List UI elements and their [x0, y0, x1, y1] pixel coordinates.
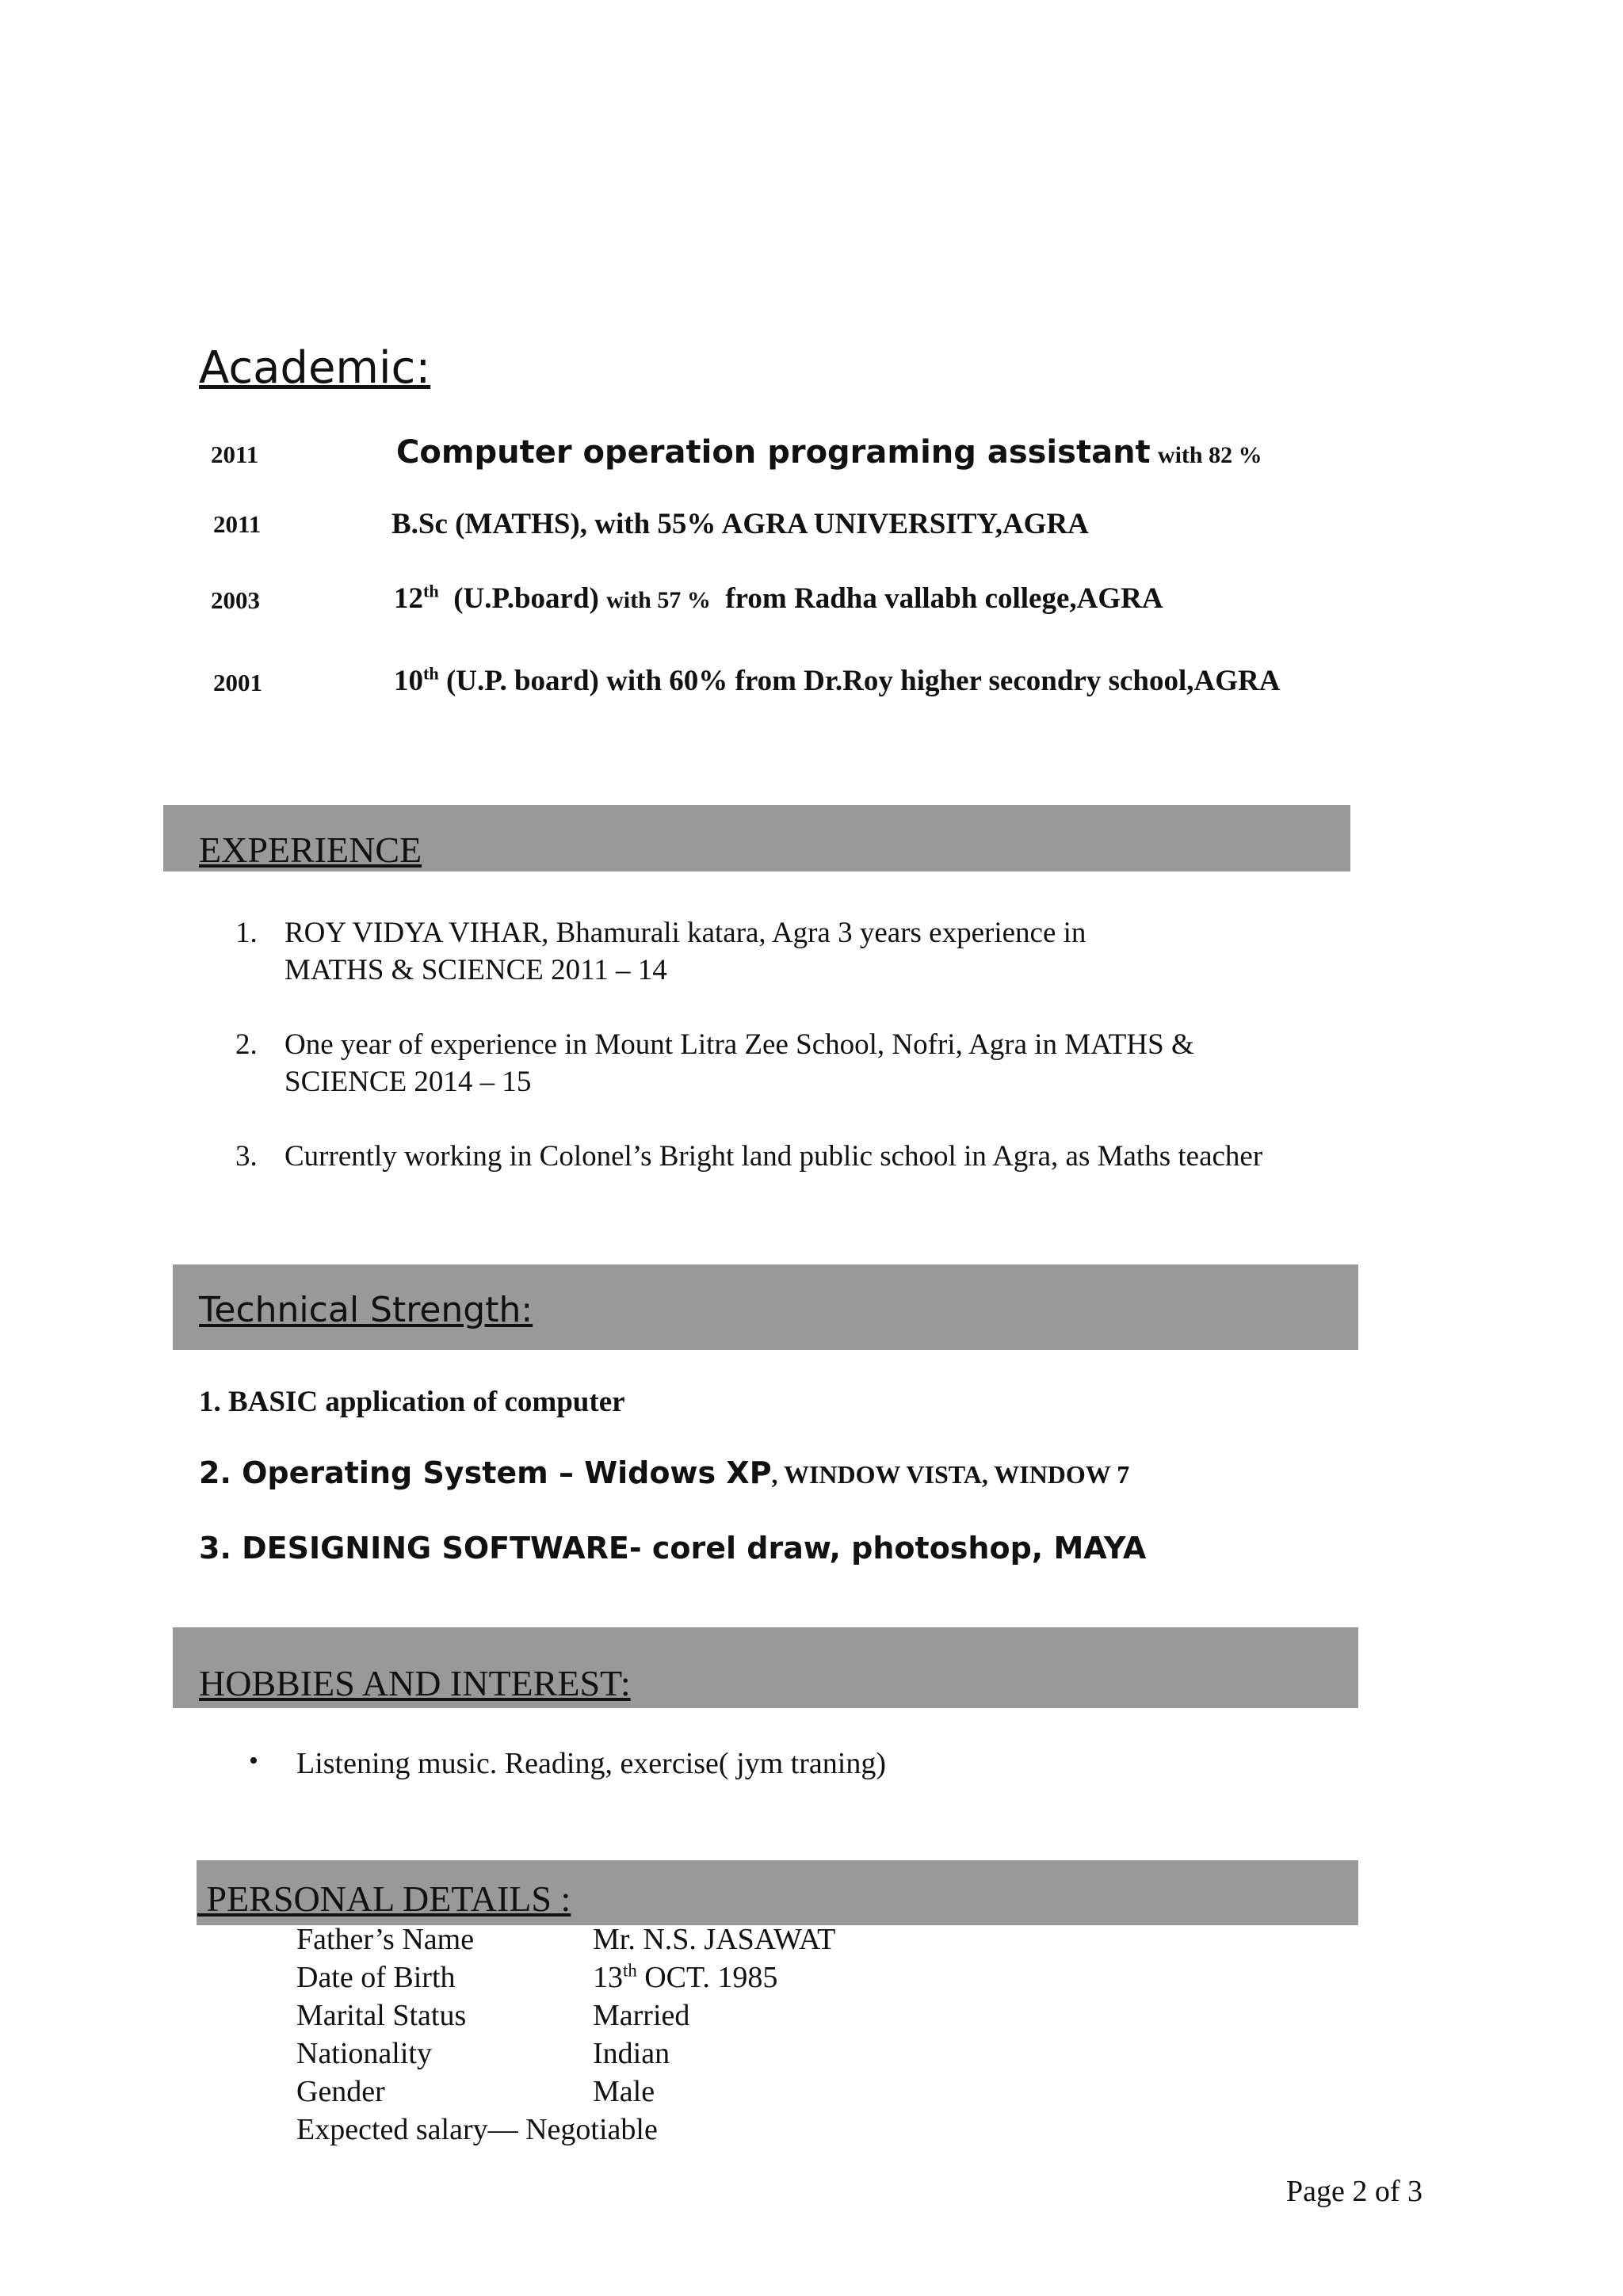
- technical-item-2-rest: , WINDOW VISTA, WINDOW 7: [771, 1460, 1130, 1489]
- experience-item-3: [285, 1138, 1262, 1175]
- academic-entry-1-main: Computer operation programing assistant: [396, 434, 1151, 471]
- hobbies-title: HOBBIES AND INTEREST:: [199, 1663, 631, 1703]
- academic-entry-3-sup: th: [423, 581, 439, 601]
- technical-item-3: 3. DESIGNING SOFTWARE- corel draw, photoshop, MAYA: [199, 1531, 1147, 1566]
- academic-entry-3-num: 12: [394, 582, 423, 615]
- hobbies-item: Listening music. Reading, exercise( jym traning): [296, 1747, 886, 1780]
- experience-item-2: [285, 1026, 1194, 1100]
- personal-title: PERSONAL DETAILS :: [197, 1878, 571, 1919]
- experience-item-1: [285, 914, 1086, 989]
- academic-entry-4-sup: th: [423, 663, 439, 684]
- dob-sup: th: [623, 1960, 637, 1981]
- academic-entry-3-a: (U.P.board): [453, 582, 599, 615]
- technical-title: Technical Strength:: [199, 1290, 533, 1330]
- marital-value: Married: [593, 1999, 690, 2032]
- nationality-label: Nationality: [296, 2037, 432, 2070]
- academic-entry-3-b: with 57 %: [606, 587, 711, 613]
- expected-salary: Expected salary— Negotiable: [296, 2113, 658, 2146]
- dob-label: Date of Birth: [296, 1961, 456, 1994]
- gender-label: Gender: [296, 2075, 385, 2108]
- academic-entry-4: [394, 664, 1280, 698]
- dob-day: 13: [593, 1961, 623, 1994]
- nationality-value: Indian: [593, 2037, 670, 2070]
- dob-value: [593, 1960, 777, 1995]
- experience-item-3-num: 3.: [235, 1140, 258, 1173]
- academic-year-1: 2011: [211, 441, 259, 468]
- hobbies-bullet: •: [249, 1746, 258, 1775]
- experience-title: EXPERIENCE: [199, 830, 422, 870]
- academic-year-4: 2001: [213, 669, 262, 696]
- experience-item-2-line1: One year of experience in Mount Litra Zee School, Nofri, Agra in MATHS &: [285, 1028, 1194, 1061]
- academic-entry-3: [394, 582, 1163, 616]
- academic-entry-3-c: from Radha vallabh college,AGRA: [725, 582, 1163, 615]
- marital-label: Marital Status: [296, 1999, 467, 2032]
- experience-item-1-line1: ROY VIDYA VIHAR, Bhamurali katara, Agra 3 years experience in: [285, 917, 1086, 949]
- academic-entry-1: [396, 434, 1262, 471]
- technical-item-2-main: 2. Operating System – Widows XP: [199, 1455, 772, 1490]
- dob-rest: OCT. 1985: [636, 1961, 778, 1994]
- academic-entry-2: B.Sc (MATHS), with 55% AGRA UNIVERSITY,AGRA: [391, 508, 1089, 540]
- academic-year-2: 2011: [213, 510, 262, 538]
- experience-item-1-num: 1.: [235, 917, 258, 949]
- technical-item-1: 1. BASIC application of computer: [199, 1386, 625, 1418]
- fathers-name-label: Father’s Name: [296, 1923, 475, 1956]
- academic-title: Academic:: [199, 342, 431, 394]
- academic-entry-4-rest: (U.P. board) with 60% from Dr.Roy higher secondry school,AGRA: [445, 665, 1281, 697]
- academic-entry-4-num: 10: [394, 665, 423, 697]
- fathers-name-value: Mr. N.S. JASAWAT: [593, 1923, 836, 1956]
- gender-value: Male: [593, 2075, 655, 2108]
- experience-item-1-line2: MATHS & SCIENCE 2011 – 14: [285, 954, 667, 986]
- technical-item-2: [199, 1455, 1129, 1490]
- experience-item-2-num: 2.: [235, 1028, 258, 1061]
- academic-year-3: 2003: [211, 586, 260, 614]
- experience-item-2-line2: SCIENCE 2014 – 15: [285, 1066, 532, 1098]
- academic-entry-1-rest: with 82 %: [1157, 442, 1262, 468]
- page-number: Page 2 of 3: [1286, 2175, 1423, 2208]
- experience-item-3-line1: Currently working in Colonel’s Bright land public school in Agra, as Maths teacher: [285, 1140, 1263, 1173]
